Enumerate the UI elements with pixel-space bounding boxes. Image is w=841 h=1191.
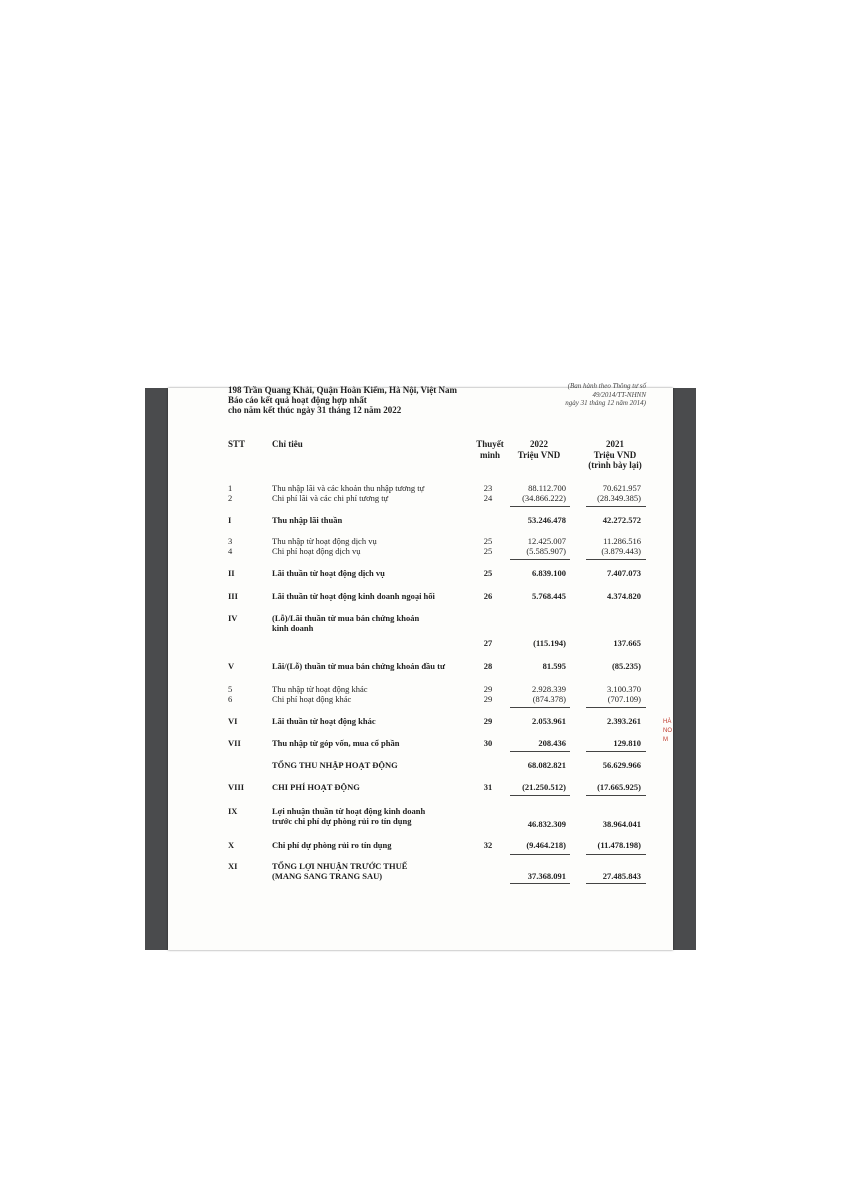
- row-value-2021: 137.665: [613, 638, 641, 648]
- column-header-2022: [508, 439, 570, 460]
- row-note: 29: [483, 694, 493, 704]
- row-description: Thu nhập lãi thuần: [272, 515, 343, 525]
- row-description: Lãi/(Lỗ) thuần từ mua bán chứng khoán đầu tư: [272, 661, 446, 671]
- row-description: Chi phí hoạt động dịch vụ: [272, 546, 361, 556]
- row-note: 26: [483, 591, 493, 601]
- row-value-2021: (707.109): [607, 694, 641, 704]
- column-header-2021: [580, 439, 650, 471]
- column-header-description: Chỉ tiêu: [272, 439, 303, 449]
- row-value-2022: 2.053.961: [532, 716, 566, 726]
- row-description-line-2: trước chi phí dự phòng rủi ro tín dụng: [272, 816, 412, 826]
- row-stt: 2: [228, 493, 233, 503]
- row-value-2021: 3.100.370: [607, 684, 641, 694]
- row-value-2022: 37.368.091: [527, 871, 566, 881]
- form-reference-line-1: (Ban hành theo Thông tư số: [567, 382, 646, 390]
- form-reference-line-2: 49/2014/TT-NHNN: [592, 390, 646, 399]
- seal-text-2: NO: [663, 728, 672, 734]
- row-description: TỔNG LỢI NHUẬN TRƯỚC THUẾ: [272, 861, 408, 871]
- row-description-line-2: (MANG SANG TRANG SAU): [272, 871, 383, 881]
- row-stt: VIII: [228, 782, 245, 792]
- row-value-2021: 42.272.572: [602, 515, 641, 525]
- row-stt: 1: [228, 483, 233, 493]
- row-value-2022: (21.250.512): [522, 782, 566, 792]
- subtotal-rule: [586, 707, 646, 708]
- row-value-2021: 27.485.843: [602, 871, 641, 881]
- row-note: 25: [483, 536, 493, 546]
- total-rule: [586, 883, 646, 884]
- subtotal-rule: [510, 795, 570, 796]
- row-description: Chi phí hoạt động khác: [272, 694, 352, 704]
- row-value-2022: 68.082.821: [527, 760, 566, 770]
- report-period: cho năm kết thúc ngày 31 tháng 12 năm 2022: [228, 405, 402, 415]
- row-description: Thu nhập từ hoạt động khác: [272, 684, 368, 694]
- row-note: 28: [483, 661, 493, 671]
- seal-text-1: HÀ: [663, 719, 672, 725]
- row-stt: XI: [228, 861, 238, 871]
- row-value-2022: 46.832.309: [527, 819, 566, 829]
- row-description: (Lỗ)/Lãi thuần từ mua bán chứng khoán: [272, 613, 420, 623]
- row-value-2021: (3.879.443): [601, 546, 641, 556]
- row-value-2022: 5.768.445: [532, 591, 566, 601]
- row-stt: 6: [228, 694, 233, 704]
- row-value-2021: (85.235): [611, 661, 641, 671]
- form-reference: [565, 382, 646, 408]
- column-header-2021-line-3: (trình bày lại): [588, 460, 642, 470]
- subtotal-rule: [586, 854, 646, 855]
- row-stt: I: [228, 515, 232, 525]
- row-value-2022: 208.436: [538, 738, 566, 748]
- row-description: Chi phí dự phòng rủi ro tín dụng: [272, 840, 392, 850]
- report-header: [228, 385, 457, 415]
- column-header-2022-line-2: Triệu VND: [517, 449, 561, 460]
- row-description-line-2: kinh doanh: [272, 623, 314, 633]
- row-stt: V: [228, 661, 235, 671]
- column-header-note-line-2: minh: [479, 449, 500, 460]
- row-stt: 4: [228, 546, 233, 556]
- form-reference-line-3: ngày 31 tháng 12 năm 2014): [565, 399, 646, 407]
- row-value-2022: (5.585.907): [526, 546, 566, 556]
- document-page: [168, 382, 673, 950]
- column-header-2022-line-1: 2022: [530, 439, 548, 449]
- column-header-note-line-1: Thuyết: [476, 439, 504, 449]
- row-value-2022: (9.464.218): [526, 840, 566, 850]
- subtotal-rule: [510, 854, 570, 855]
- row-stt: VI: [228, 716, 238, 726]
- subtotal-rule: [586, 751, 646, 752]
- row-value-2022: (874.378): [532, 694, 566, 704]
- row-value-2021: 2.393.261: [607, 716, 641, 726]
- row-stt: 5: [228, 684, 233, 694]
- row-description: Thu nhập từ góp vốn, mua cổ phần: [272, 738, 400, 748]
- subtotal-rule: [586, 559, 646, 560]
- row-note: 25: [483, 568, 493, 578]
- row-value-2021: 38.964.041: [602, 819, 641, 829]
- row-note: 23: [483, 483, 493, 493]
- row-value-2021: (11.478.198): [597, 840, 641, 850]
- row-value-2022: (34.866.222): [522, 493, 566, 503]
- row-value-2021: 56.629.966: [602, 760, 641, 770]
- row-value-2021: 11.286.516: [603, 536, 641, 546]
- column-header-note: [473, 439, 507, 460]
- row-description: TỔNG THU NHẬP HOẠT ĐỘNG: [272, 760, 398, 770]
- column-header-stt: STT: [228, 439, 246, 449]
- document-viewer[interactable]: [145, 382, 696, 950]
- row-value-2022: 12.425.007: [527, 536, 566, 546]
- subtotal-rule: [510, 506, 570, 507]
- row-note: 31: [483, 782, 493, 792]
- row-note: 32: [483, 840, 493, 850]
- subtotal-rule: [586, 795, 646, 796]
- subtotal-rule: [510, 707, 570, 708]
- row-value-2021: 70.621.957: [602, 483, 641, 493]
- row-stt: 3: [228, 536, 233, 546]
- row-description: Lãi thuần từ hoạt động kinh doanh ngoại hối: [272, 591, 435, 601]
- row-stt: II: [228, 568, 235, 578]
- row-value-2021: (17.665.925): [597, 782, 641, 792]
- row-value-2022: 88.112.700: [528, 483, 566, 493]
- row-description: Chi phí lãi và các chi phí tương tự: [272, 493, 389, 503]
- row-note: 27: [483, 638, 493, 648]
- column-header-2021-line-2: Triệu VND: [593, 449, 637, 460]
- row-value-2021: 4.374.820: [607, 591, 641, 601]
- report-title: Báo cáo kết quả hoạt động hợp nhất: [228, 395, 367, 405]
- subtotal-rule: [586, 506, 646, 507]
- column-header-2021-line-1: 2021: [606, 439, 624, 449]
- row-value-2022: 53.246.478: [527, 515, 566, 525]
- row-value-2021: 7.407.073: [607, 568, 641, 578]
- row-description: Lãi thuần từ hoạt động dịch vụ: [272, 568, 385, 578]
- row-note: 25: [483, 546, 493, 556]
- row-value-2022: (115.194): [533, 638, 566, 648]
- subtotal-rule: [510, 559, 570, 560]
- subtotal-rule: [510, 751, 570, 752]
- row-value-2021: 129.810: [613, 738, 641, 748]
- row-stt: IV: [228, 613, 238, 623]
- row-note: 29: [483, 684, 493, 694]
- seal-text-3: M: [663, 737, 668, 743]
- row-stt: VII: [228, 738, 241, 748]
- total-rule: [510, 883, 570, 884]
- row-value-2022: 6.839.100: [532, 568, 566, 578]
- row-description: Lãi thuần từ hoạt động khác: [272, 716, 376, 726]
- row-value-2022: 81.595: [542, 661, 566, 671]
- company-address: 198 Trần Quang Khải, Quận Hoàn Kiếm, Hà Nội, Việt Nam: [228, 385, 457, 395]
- row-stt: X: [228, 840, 235, 850]
- row-note: 29: [483, 716, 493, 726]
- row-stt: III: [228, 591, 238, 601]
- row-stt: IX: [228, 806, 238, 816]
- row-value-2021: (28.349.385): [597, 493, 641, 503]
- row-note: 24: [483, 493, 493, 503]
- row-description: Thu nhập lãi và các khoản thu nhập tương tự: [272, 483, 425, 493]
- row-value-2022: 2.928.339: [532, 684, 566, 694]
- row-description: Thu nhập từ hoạt động dịch vụ: [272, 536, 377, 546]
- company-seal: [663, 718, 673, 745]
- row-note: 30: [483, 738, 493, 748]
- row-description: Lợi nhuận thuần từ hoạt động kinh doanh: [272, 806, 426, 816]
- row-description: CHI PHÍ HOẠT ĐỘNG: [272, 782, 360, 792]
